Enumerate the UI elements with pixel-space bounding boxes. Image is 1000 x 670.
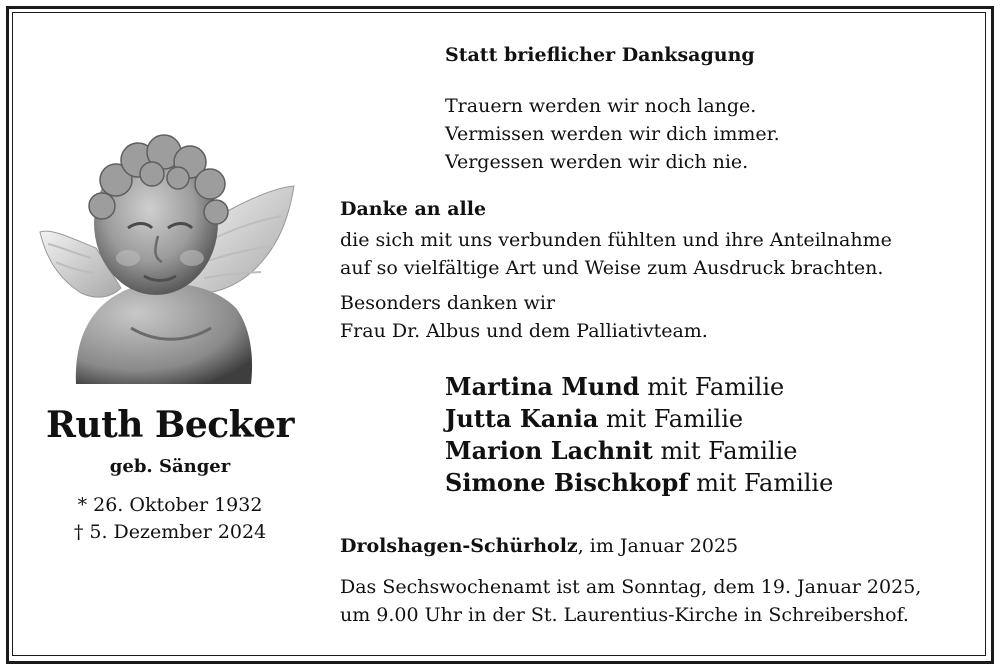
signer <box>445 371 784 403</box>
birth-date: * 26. Oktober 1932 <box>77 494 263 516</box>
special-thanks-line: Frau Dr. Albus und dem Palliativteam. <box>340 320 708 342</box>
signer-suffix: mit Familie <box>688 469 834 497</box>
signer-name: Marion Lachnit <box>445 436 653 465</box>
thanks-line: auf so vielfältige Art und Weise zum Ausdruck brachten. <box>340 257 884 279</box>
signer-suffix: mit Familie <box>639 373 785 401</box>
poem-line: Vergessen werden wir dich nie. <box>445 151 749 173</box>
signer-name: Simone Bischkopf <box>445 468 689 497</box>
place-when: , im Januar 2025 <box>577 535 739 557</box>
signer <box>445 435 798 467</box>
birth-name: geb. Sänger <box>109 456 231 477</box>
place-date <box>340 535 738 557</box>
poem-line: Trauern werden wir noch lange. <box>445 95 757 117</box>
special-thanks-line: Besonders danken wir <box>340 292 556 314</box>
service-line: um 9.00 Uhr in der St. Laurentius-Kirche in Schreibershof. <box>340 604 909 626</box>
signer <box>445 467 833 499</box>
thanks-line: die sich mit uns verbunden fühlten und ihre Anteilnahme <box>340 229 892 251</box>
heading: Statt brieflicher Danksagung <box>445 44 755 66</box>
service-line: Das Sechswochenamt ist am Sonntag, dem 19. Januar 2025, <box>340 576 922 598</box>
signer-suffix: mit Familie <box>598 405 744 433</box>
cherub-image <box>36 128 298 384</box>
poem-line: Vermissen werden wir dich immer. <box>445 123 780 145</box>
death-date: † 5. Dezember 2024 <box>73 521 267 543</box>
signer-suffix: mit Familie <box>652 437 798 465</box>
place-town: Drolshagen-Schürholz <box>340 535 578 557</box>
signer <box>445 403 743 435</box>
signer-name: Martina Mund <box>445 372 640 401</box>
signer-name: Jutta Kania <box>445 404 599 433</box>
deceased-name: Ruth Becker <box>46 404 294 446</box>
thanks-title: Danke an alle <box>340 198 487 220</box>
